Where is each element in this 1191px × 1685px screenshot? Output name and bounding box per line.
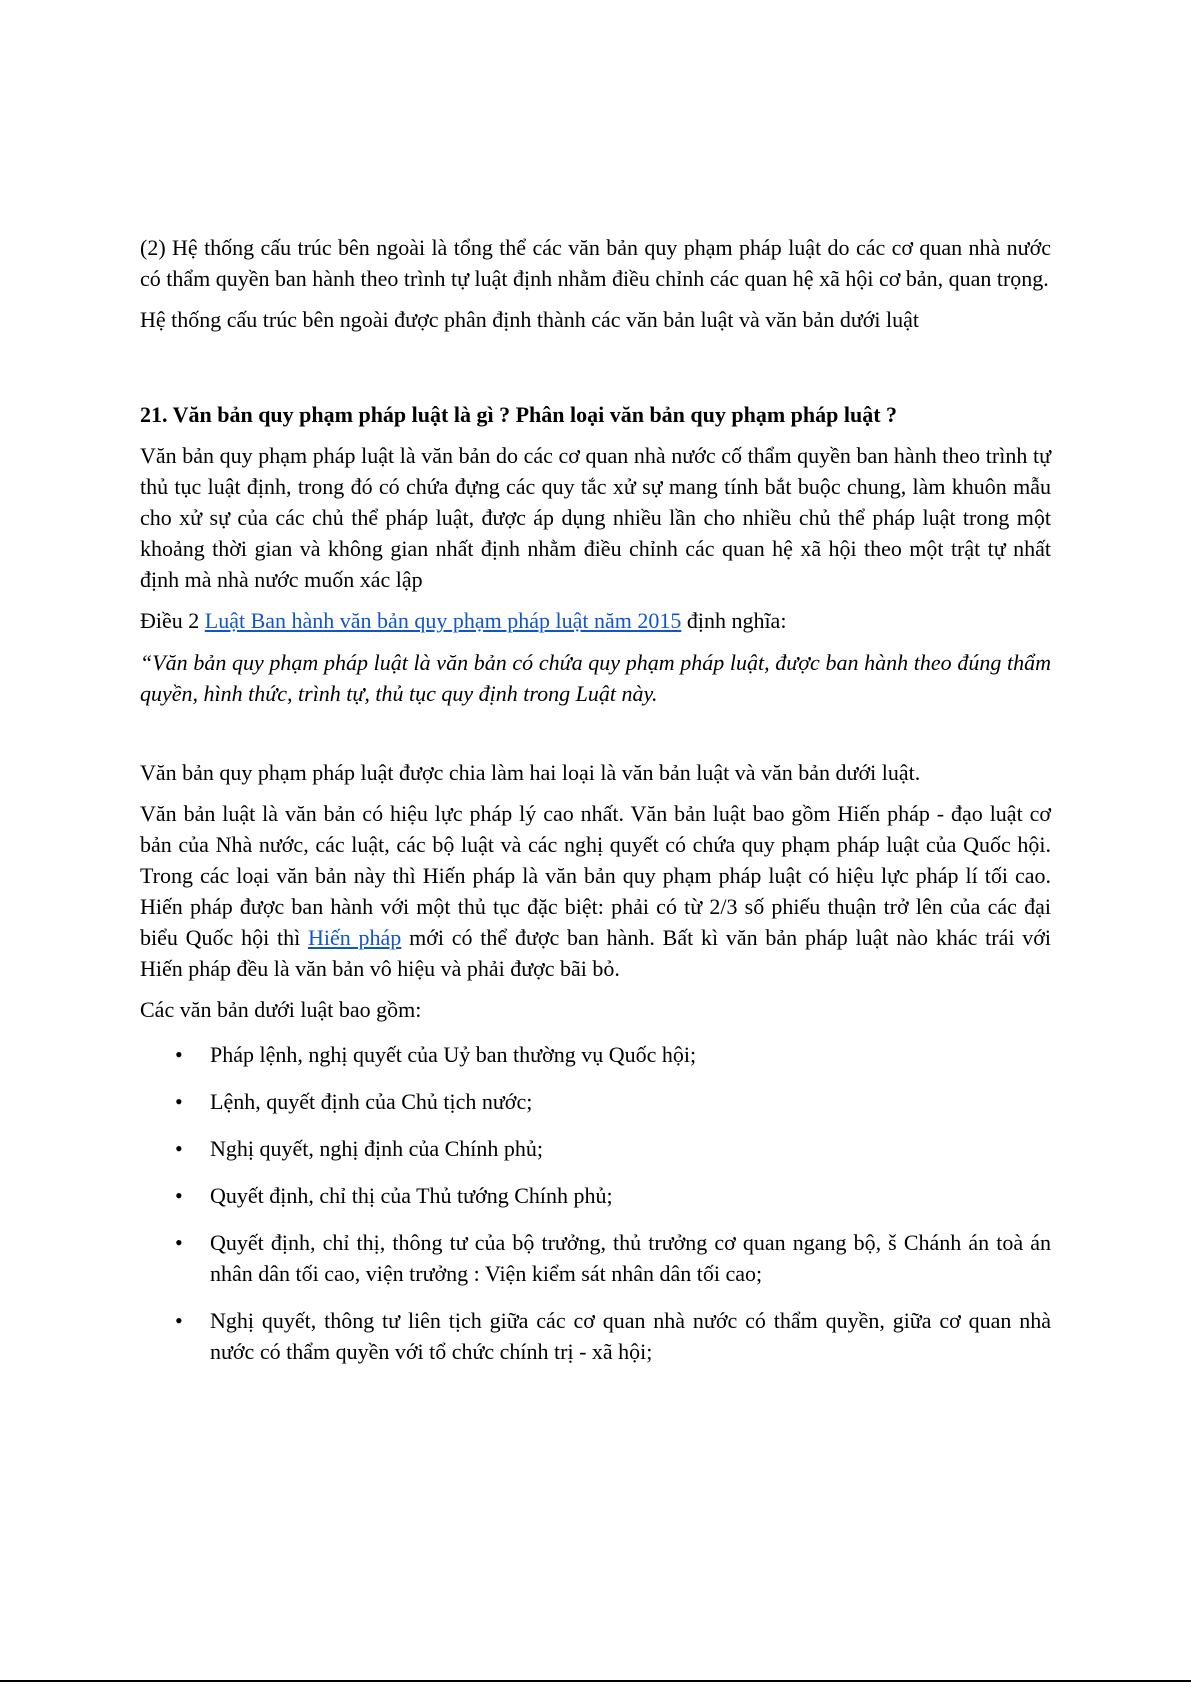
bullet-icon: • — [175, 1042, 183, 1067]
constitution-link[interactable]: Hiến pháp — [308, 925, 402, 950]
law-2015-link[interactable]: Luật Ban hành văn bản quy phạm pháp luật năm 2015 — [204, 608, 682, 633]
section-heading: 21. Văn bản quy phạm pháp luật là gì ? Phân loại văn bản quy phạm pháp luật ? — [140, 402, 898, 427]
bullet-icon: • — [175, 1308, 183, 1333]
list-item-text: Pháp lệnh, nghị quyết của Uỷ ban thường vụ Quốc hội; — [210, 1042, 697, 1067]
list-item — [140, 1180, 1051, 1211]
list-item-text: Quyết định, chỉ thị, thông tư của bộ trưởng, thủ trưởng cơ quan ngang bộ, š Chánh án toà án nhân dân tối cao, viện trưởng : Viện kiểm sát nhân dân tối cao; — [210, 1230, 1051, 1286]
list-item-text: Quyết định, chỉ thị của Thủ tướng Chính phủ; — [210, 1183, 613, 1208]
list-item — [140, 1086, 1051, 1117]
list-item-text: Lệnh, quyết định của Chủ tịch nước; — [210, 1089, 533, 1114]
legal-quote: “Văn bản quy phạm pháp luật là văn bản có chứa quy phạm pháp luật, được ban hành theo đúng thẩm quyền, hình thức, trình tự, thủ tục quy định trong Luật này. — [140, 650, 1051, 706]
bullet-icon: • — [175, 1136, 183, 1161]
law-documents-text-1: Văn bản luật là văn bản có hiệu lực pháp lý cao nhất. Văn bản luật bao gồm Hiến pháp - đạo luật cơ bản của Nhà nước, các luật, các bộ luật và các nghị quyết có chứa quy phạm pháp luật của Quốc hội. Trong các loại văn bản này thì Hiến pháp là văn bản quy phạm pháp luật có hiệu lực pháp lí tối cao. Hiến pháp được ban hành với một thủ tục đặc biệt: phải có từ 2/3 số phiếu thuận trở lên của các đại biểu Quốc hội thì — [140, 801, 1051, 950]
list-item — [140, 1039, 1051, 1070]
paragraph-article-2 — [140, 605, 1051, 636]
paragraph-two-types: Văn bản quy phạm pháp luật được chia làm hai loại là văn bản luật và văn bản dưới luật. — [140, 760, 921, 785]
footer-divider — [0, 1680, 1191, 1682]
bullet-icon: • — [175, 1230, 183, 1255]
document-body — [140, 232, 1051, 1383]
paragraph-law-documents — [140, 798, 1051, 984]
list-item-text: Nghị quyết, nghị định của Chính phủ; — [210, 1136, 544, 1161]
paragraph-external-structure: (2) Hệ thống cấu trúc bên ngoài là tổng thể các văn bản quy phạm pháp luật do các cơ quan nhà nước có thẩm quyền ban hành theo trình tự luật định nhằm điều chỉnh các quan hệ xã hội cơ bản, quan trọng. — [140, 235, 1051, 291]
paragraph-structure-division: Hệ thống cấu trúc bên ngoài được phân định thành các văn bản luật và văn bản dưới luật — [140, 307, 919, 332]
article-2-prefix: Điều 2 — [140, 608, 205, 633]
article-2-suffix: định nghĩa: — [681, 608, 787, 633]
paragraph-sub-law-intro: Các văn bản dưới luật bao gồm: — [140, 997, 422, 1022]
list-item — [140, 1133, 1051, 1164]
list-item — [140, 1305, 1051, 1367]
bullet-icon: • — [175, 1089, 183, 1114]
list-item — [140, 1227, 1051, 1289]
bullet-icon: • — [175, 1183, 183, 1208]
list-item-text: Nghị quyết, thông tư liên tịch giữa các cơ quan nhà nước có thẩm quyền, giữa cơ quan nhà nước có thẩm quyền với tổ chức chính trị - xã hội; — [210, 1308, 1051, 1364]
law-documents-text-2: mới có thể được ban hành. Bất kì văn bản pháp luật nào khác trái với Hiến pháp đều là văn bản vô hiệu và phải được bãi bỏ. — [140, 925, 1051, 981]
sub-law-list — [140, 1039, 1051, 1367]
paragraph-definition: Văn bản quy phạm pháp luật là văn bản do các cơ quan nhà nước cố thẩm quyền ban hành theo trình tự thủ tục luật định, trong đó có chứa đựng các quy tắc xử sự mang tính bắt buộc chung, làm khuôn mẫu cho xử sự của các chủ thể pháp luật, được áp dụng nhiều lần cho nhiều chủ thể pháp luật trong một khoảng thời gian và không gian nhất định nhằm điều chỉnh các quan hệ xã hội theo một trật tự nhất định mà nhà nước muốn xác lập — [140, 443, 1051, 592]
